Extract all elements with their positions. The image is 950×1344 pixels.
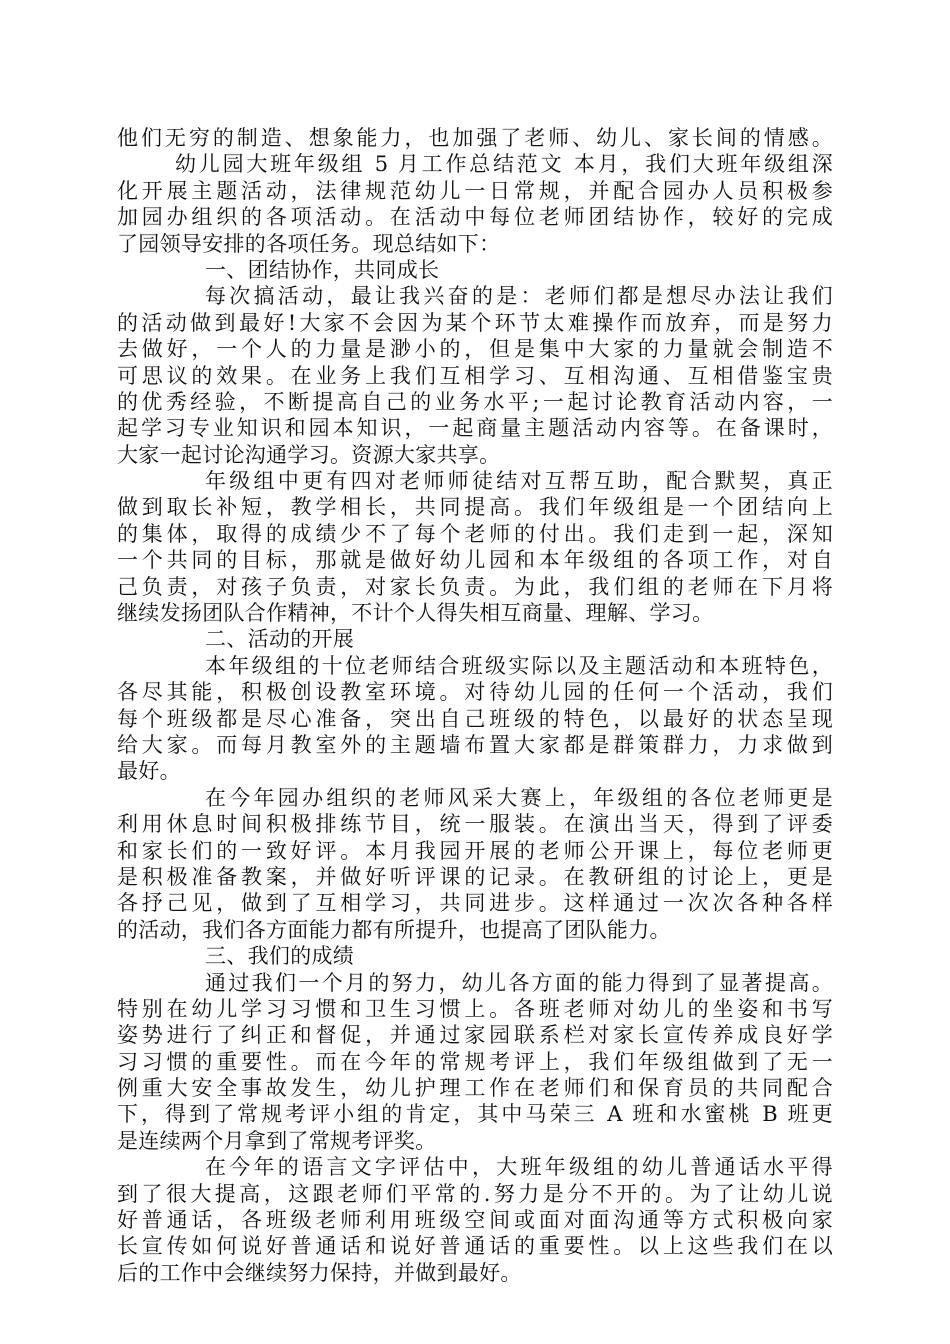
text-line: 起学习专业知识和园本知识，一起商量主题活动内容等。在备课时， <box>117 416 833 441</box>
text-line: 三、我们的成绩 <box>205 944 355 969</box>
text-line: 后的工作中会继续努力保持，并做到最好。 <box>117 1260 522 1285</box>
text-line: 继续发扬团队合作精神，不计个人得失相互商量、理解、学习。 <box>117 601 714 626</box>
text-line: 姿势进行了纠正和督促，并通过家园联系栏对家长宣传养成良好学 <box>117 1023 833 1048</box>
text-line: 特别在幼儿学习习惯和卫生习惯上。各班老师对幼儿的坐姿和书写 <box>117 996 833 1021</box>
text-line: 好普通话，各班级老师利用班级空间或面对面沟通等方式积极向家 <box>117 1208 833 1233</box>
text-line: 二、活动的开展 <box>205 627 355 652</box>
text-line: 和家长们的一致好评。本月我园开展的老师公开课上，每位老师更 <box>117 838 833 863</box>
text-line: 己负责，对孩子负责，对家长负责。为此，我们组的老师在下月将 <box>117 574 833 599</box>
text-line: 加园办组织的各项活动。在活动中每位老师团结协作，较好的完成 <box>117 205 833 230</box>
text-line: 了园领导安排的各项任务。现总结如下： <box>117 231 501 256</box>
text-line: 是连续两个月拿到了常规考评奖。 <box>117 1128 437 1153</box>
text-line: 年级组中更有四对老师师徒结对互帮互助，配合默契，真正 <box>205 469 833 494</box>
text-line: 可思议的效果。在业务上我们互相学习、互相沟通、互相借鉴宝贵 <box>117 363 833 388</box>
text-line: 到了很大提高，这跟老师们平常的.努力是分不开的。为了让幼儿说 <box>117 1181 833 1206</box>
text-line: 各抒己见，做到了互相学习，共同进步。这样通过一次次各种各样 <box>117 891 833 916</box>
text-line: 去做好，一个人的力量是渺小的，但是集中大家的力量就会制造不 <box>117 337 833 362</box>
text-line: 大家一起讨论沟通学习。资源大家共享。 <box>117 442 501 467</box>
text-line: 通过我们一个月的努力，幼儿各方面的能力得到了显著提高。 <box>205 970 833 995</box>
text-line: 做到取长补短，教学相长，共同提高。我们年级组是一个团结向上 <box>117 495 833 520</box>
text-line: 利用休息时间积极排练节目，统一服装。在演出当天，得到了评委 <box>117 812 833 837</box>
text-line: 的活动，我们各方面能力都有所提升，也提高了团队能力。 <box>117 917 671 942</box>
text-line: 在今年的语言文字评估中，大班年级组的幼儿普通话水平得 <box>205 1155 833 1180</box>
text-line: 的优秀经验，不断提高自己的业务水平;一起讨论教育活动内容，一 <box>117 389 833 414</box>
text-line: 每个班级都是尽心准备，突出自己班级的特色，以最好的状态呈现 <box>117 706 833 731</box>
text-line: 例重大安全事故发生，幼儿护理工作在老师们和保育员的共同配合 <box>117 1076 833 1101</box>
text-line: 幼儿园大班年级组 5 月工作总结范文 本月，我们大班年级组深 <box>175 152 833 177</box>
text-line: 习习惯的重要性。而在今年的常规考评上，我们年级组做到了无一 <box>117 1049 833 1074</box>
text-line: 一个共同的目标，那就是做好幼儿园和本年级组的各项工作，对自 <box>117 548 833 573</box>
text-line: 各尽其能，积极创设教室环境。对待幼儿园的任何一个活动，我们 <box>117 680 833 705</box>
text-line: 每次搞活动，最让我兴奋的是：老师们都是想尽办法让我们 <box>205 284 833 309</box>
text-line: 一、团结协作，共同成长 <box>205 257 440 282</box>
text-line: 下，得到了常规考评小组的肯定，其中马荣三 A 班和水蜜桃 B 班更 <box>117 1102 833 1127</box>
text-line: 最好。 <box>117 759 181 784</box>
text-line: 的集体，取得的成绩少不了每个老师的付出。我们走到一起，深知 <box>117 521 833 546</box>
text-line: 长宣传如何说好普通话和说好普通话的重要性。以上这些我们在以 <box>117 1234 833 1259</box>
text-line: 的活动做到最好!大家不会因为某个环节太难操作而放弃，而是努力 <box>117 310 833 335</box>
document-body <box>117 125 833 1286</box>
text-line: 给大家。而每月教室外的主题墙布置大家都是群策群力，力求做到 <box>117 732 833 757</box>
text-line: 本年级组的十位老师结合班级实际以及主题活动和本班特色， <box>205 653 833 678</box>
text-line: 化开展主题活动，法律规范幼儿一日常规，并配合园办人员积极参 <box>117 178 833 203</box>
text-line: 是积极准备教案，并做好听评课的记录。在教研组的讨论上，更是 <box>117 864 833 889</box>
text-line: 他们无穷的制造、想象能力，也加强了老师、幼儿、家长间的情感。 <box>117 126 833 150</box>
text-line: 在今年园办组织的老师风采大赛上，年级组的各位老师更是 <box>205 785 833 810</box>
